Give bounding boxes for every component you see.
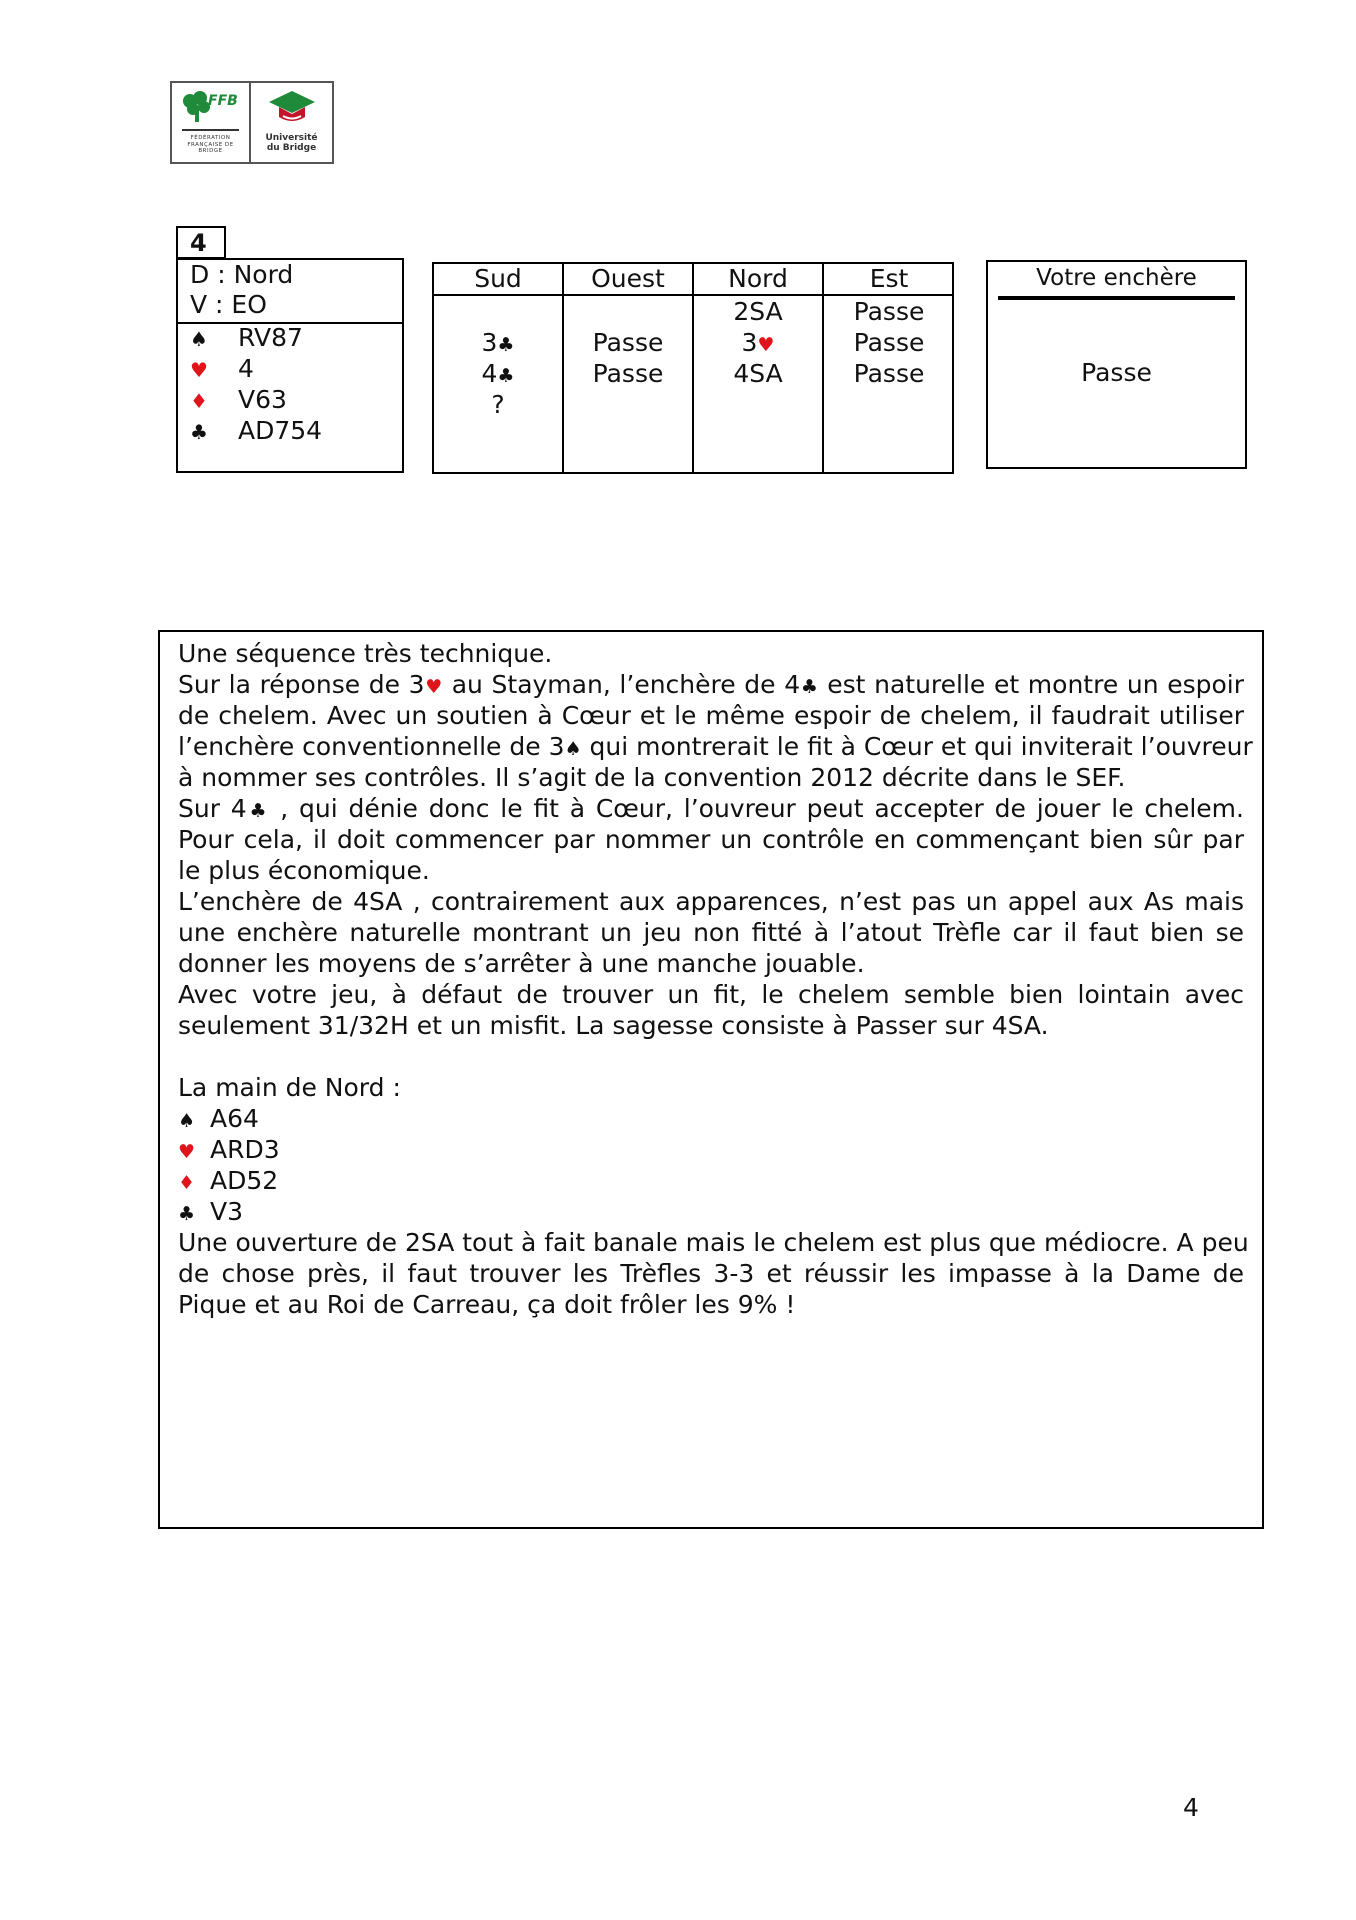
bid-header: Sud [434, 264, 562, 296]
diamond-cards: V63 [238, 385, 287, 414]
bid-cell: 3♣ [481, 328, 515, 357]
explanation-line [178, 793, 1244, 827]
diamond-icon: ♦ [190, 389, 208, 413]
explanation-fragment: est naturelle et montre un espoir [818, 670, 1244, 699]
explanation-line: Pour cela, il doit commencer par nommer un contrôle en commençant bien sûr par [178, 825, 1244, 854]
spade-icon: ♠ [178, 1110, 196, 1132]
bid-header: Est [824, 264, 954, 296]
spade-cards: RV87 [238, 323, 303, 352]
heart-icon: ♥ [190, 358, 208, 382]
bid-header: Ouest [564, 264, 692, 296]
explanation-line: à nommer ses contrôles. Il s’agit de la convention 2012 décrite dans le SEF. [178, 763, 1126, 792]
federation-text: FÉDÉRATION FRANÇAISE DE BRIDGE [187, 135, 234, 154]
bid-cell: Passe [853, 359, 925, 388]
dealer-label: D : Nord [190, 260, 294, 289]
universite-text [251, 133, 332, 153]
answer-value: Passe [1081, 358, 1152, 387]
bid-column-ouest [564, 264, 694, 472]
hand-diamonds [190, 385, 287, 416]
explanation-line: Une séquence très technique. [178, 639, 553, 668]
north-hand-diamonds [178, 1165, 278, 1199]
explanation-line: Une ouverture de 2SA tout à fait banale mais le chelem est plus que médiocre. A peu [178, 1228, 1249, 1257]
north-diamond-cards: AD52 [210, 1166, 279, 1195]
club-icon: ♣ [178, 1203, 196, 1225]
universite-line-1: Université [265, 133, 318, 143]
bid-cell [824, 389, 954, 420]
hand-spades [190, 323, 303, 354]
heart-icon: ♥ [424, 676, 444, 698]
explanation-line [178, 731, 1253, 765]
explanation-fragment: Sur 4 [178, 794, 247, 823]
ffb-logo [172, 83, 251, 162]
club-cards: AD754 [238, 416, 323, 445]
universite-line-2: du Bridge [266, 143, 317, 153]
bid-cell: Passe [853, 297, 925, 326]
answer-title: Votre enchère [998, 262, 1235, 300]
explanation-fragment: au Stayman, l’enchère de 4 [443, 670, 801, 699]
bid-cell: 3♥ [741, 328, 775, 357]
explanation-fragment: l’enchère conventionnelle de 3 [178, 732, 565, 761]
club-icon: ♣ [800, 676, 819, 698]
answer-box [986, 260, 1247, 469]
heart-cards: 4 [238, 354, 254, 383]
bid-column-est [824, 264, 954, 472]
north-hand-hearts [178, 1134, 280, 1168]
logo-divider [182, 129, 239, 131]
deal-info [178, 260, 402, 324]
explanation-fragment: qui montrerait le fit à Cœur et qui inviterait l’ouvreur [581, 732, 1253, 761]
universite-logo [251, 83, 332, 162]
bid-cell [694, 389, 822, 420]
north-hand-title: La main de Nord : [178, 1073, 401, 1102]
spade-icon: ♠ [190, 327, 208, 351]
bid-cell: Passe [592, 328, 664, 357]
explanation-line: Pique et au Roi de Carreau, ça doit frôler les 9% ! [178, 1290, 796, 1319]
explanation-fragment: Sur la réponse de 3 [178, 670, 425, 699]
bid-cell: 2SA [733, 297, 783, 326]
deal-box [176, 258, 404, 473]
graduation-cap-icon [267, 89, 317, 129]
explanation-line [178, 669, 1244, 703]
explanation-line: Avec votre jeu, à défaut de trouver un fit, le chelem semble bien lointain avec [178, 980, 1244, 1009]
north-spade-cards: A64 [210, 1104, 259, 1133]
bid-cell [564, 296, 692, 327]
explanation-line: seulement 31/32H et un misfit. La sagesse consiste à Passer sur 4SA. [178, 1011, 1049, 1040]
bidding-table [432, 262, 954, 474]
diamond-icon: ♦ [178, 1172, 196, 1194]
explanation-line: le plus économique. [178, 856, 430, 885]
bid-cell [434, 296, 562, 327]
logo [170, 81, 334, 164]
bid-cell [564, 389, 692, 420]
club-icon: ♣ [246, 800, 270, 822]
bid-column-sud [434, 264, 564, 472]
heart-icon: ♥ [178, 1141, 196, 1163]
explanation-line: de chose près, il faut trouver les Trèfles 3-3 et réussir les impasse à la Dame de [178, 1259, 1244, 1288]
north-club-cards: V3 [210, 1197, 244, 1226]
spade-icon: ♠ [564, 738, 582, 760]
page-number: 4 [1183, 1793, 1199, 1822]
explanation-line: donner les moyens de s’arrêter à une manche jouable. [178, 949, 865, 978]
hand-clubs [190, 416, 322, 447]
north-hand-spades [178, 1103, 259, 1137]
bid-header: Nord [694, 264, 822, 296]
bid-cell: 4♣ [481, 359, 515, 388]
explanation-fragment: , qui dénie donc le fit à Cœur, l’ouvreur peut accepter de jouer le chelem. [269, 794, 1244, 823]
north-heart-cards: ARD3 [210, 1135, 280, 1164]
ffb-text: FFB [208, 93, 238, 109]
deal-number: 4 [176, 226, 226, 259]
bid-cell: 4SA [733, 359, 783, 388]
explanation-line: L’enchère de 4SA , contrairement aux apparences, n’est pas un appel aux As mais [178, 887, 1244, 916]
bid-cell: Passe [853, 328, 925, 357]
explanation-line: de chelem. Avec un soutien à Cœur et le même espoir de chelem, il faudrait utiliser [178, 701, 1244, 730]
explanation-line: une enchère naturelle montrant un jeu non fitté à l’atout Trèfle car il faut bien se [178, 918, 1244, 947]
bid-cell: ? [491, 390, 505, 419]
club-icon: ♣ [190, 420, 208, 444]
north-hand-clubs [178, 1196, 243, 1230]
bid-column-nord [694, 264, 824, 472]
vulnerability-label: V : EO [190, 290, 267, 319]
bid-cell: Passe [592, 359, 664, 388]
explanation-box [158, 630, 1264, 1529]
hand-hearts [190, 354, 254, 385]
